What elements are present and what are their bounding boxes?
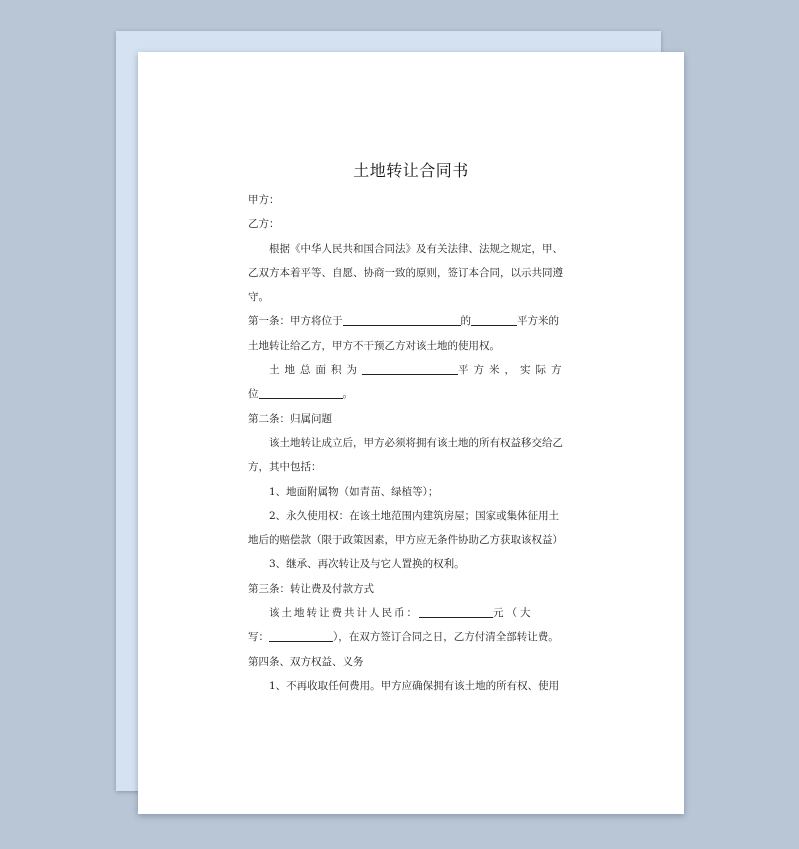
article1-line-2: 土地转让给乙方，甲方不干预乙方对该土地的使用权。 xyxy=(248,339,500,352)
area-blank xyxy=(362,362,458,375)
fee-blank xyxy=(419,605,493,618)
document-page xyxy=(138,52,684,814)
article1-line-1 xyxy=(248,309,574,333)
fee-capital-blank xyxy=(269,629,333,642)
preamble-line-2: 乙双方本着平等、自愿、协商一致的原则，签订本合同，以示共同遵 xyxy=(248,266,563,279)
preamble-line-3: 守。 xyxy=(248,291,269,304)
position-label: 位 xyxy=(248,388,259,401)
article2-heading: 第二条：归属问题 xyxy=(248,412,332,425)
page-title: 土地转让合同书 xyxy=(353,161,469,180)
article2-para-line-2: 方，其中包括： xyxy=(248,461,322,474)
area-line xyxy=(248,358,574,382)
article1-location-label: 第一条：甲方将位于 xyxy=(248,315,343,328)
position-end: 。 xyxy=(342,388,353,401)
article2-para-line-1: 该土地转让成立后，甲方必须将拥有该土地的所有权益移交给乙 xyxy=(269,436,563,449)
article4-heading: 第四条、双方权益、义务 xyxy=(248,655,364,668)
article1-of-label: 的 xyxy=(460,315,471,328)
article2-item-2-line-1: 2、永久使用权：在该土地范围内建筑房屋；国家或集体征用土 xyxy=(269,509,560,522)
preamble-line-1: 根据《中华人民共和国合同法》及有关法律、法规之规定，甲、 xyxy=(269,242,563,255)
article3-heading: 第三条：转让费及付款方式 xyxy=(248,582,374,595)
fee-currency-label: 元（大 xyxy=(493,607,534,620)
area-unit-label: 平方米，实际方 xyxy=(458,364,567,377)
article3-line-2 xyxy=(248,625,574,649)
article2-item-1: 1、地面附属物（如青苗、绿植等）； xyxy=(269,485,439,498)
location-blank xyxy=(343,313,461,326)
position-blank xyxy=(259,386,343,399)
fee-label: 该土地转让费共计人民币： xyxy=(269,607,419,620)
article3-line-1 xyxy=(248,601,574,625)
area-label: 土地总面积为 xyxy=(269,364,362,377)
article4-item-1: 1、不再收取任何费用。甲方应确保拥有该土地的所有权、使用 xyxy=(269,679,560,692)
party-a-line: 甲方： xyxy=(248,194,280,206)
article2-item-2-line-2: 地后的赔偿款（限于政策因素，甲方应无条件协助乙方获取该权益） xyxy=(248,534,563,547)
party-b-line: 乙方： xyxy=(248,218,280,231)
article1-sqm-label: 平方米的 xyxy=(517,315,559,328)
fee-capital-label: 写： xyxy=(248,631,269,644)
size-blank xyxy=(471,313,517,326)
fee-terms: ），在双方签订合同之日，乙方付清全部转让费。 xyxy=(333,631,559,644)
contract-body xyxy=(248,162,574,698)
article2-item-3: 3、继承、再次转让及与它人置换的权利。 xyxy=(269,558,465,571)
position-line xyxy=(248,382,574,406)
